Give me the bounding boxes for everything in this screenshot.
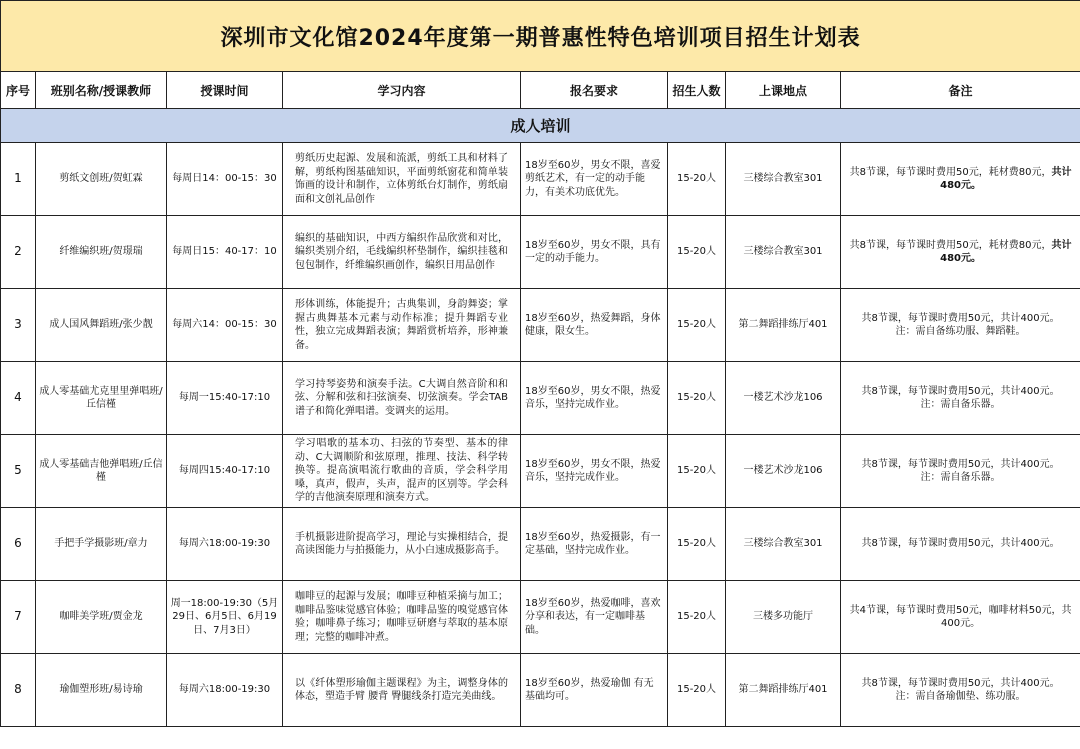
class-place: 三楼综合教室301 bbox=[726, 508, 841, 581]
table-row bbox=[1, 581, 1080, 654]
header-time: 授课时间 bbox=[167, 72, 283, 109]
class-place: 第二舞蹈排练厅401 bbox=[726, 289, 841, 362]
class-time: 每周一15:40-17:10 bbox=[167, 362, 283, 435]
class-note bbox=[841, 362, 1080, 435]
class-content: 剪纸历史起源、发展和流派，剪纸工具和材料了解，剪纸构图基础知识，平面剪纸窗花和简单装饰画的设计和制作，立体剪纸台灯制作，剪纸扇面和文创礼品创作 bbox=[283, 143, 521, 216]
class-content: 学习持琴姿势和演奏手法。C大调自然音阶和和弦、分解和弦和扫弦演奏、切弦演奏。学会TAB谱子和简化弹唱谱。变调夹的运用。 bbox=[283, 362, 521, 435]
class-name: 瑜伽塑形班/易诗瑜 bbox=[36, 654, 167, 727]
class-content: 形体训练，体能提升；古典集训，身韵舞姿；掌握古典舞基本元素与动作标准；提升舞蹈专业性，独立完成舞蹈表演；舞蹈赏析培养，形神兼备。 bbox=[283, 289, 521, 362]
header-row bbox=[1, 72, 1080, 109]
header-no: 序号 bbox=[1, 72, 36, 109]
class-note bbox=[841, 508, 1080, 581]
class-time: 周一18:00-19:30（5月29日、6月5日、6月19日、7月3日） bbox=[167, 581, 283, 654]
note-text: 共8节课，每节课时费用50元，耗材费80元， bbox=[849, 166, 1052, 178]
table-row bbox=[1, 362, 1080, 435]
note-text: 共4节课，每节课时费用50元，咖啡材料50元，共400元。 bbox=[849, 604, 1072, 629]
enroll-count: 15-20人 bbox=[668, 581, 726, 654]
class-note bbox=[841, 289, 1080, 362]
class-name: 成人国风舞蹈班/张少靓 bbox=[36, 289, 167, 362]
enroll-count: 15-20人 bbox=[668, 143, 726, 216]
header-content: 学习内容 bbox=[283, 72, 521, 109]
class-name: 纤维编织班/贺璟瑞 bbox=[36, 216, 167, 289]
class-requirement: 18岁至60岁，男女不限，具有一定的动手能力。 bbox=[521, 216, 668, 289]
class-place: 一楼艺术沙龙106 bbox=[726, 435, 841, 508]
row-number: 5 bbox=[1, 435, 36, 508]
class-time: 每周六14：00-15：30 bbox=[167, 289, 283, 362]
class-place: 三楼综合教室301 bbox=[726, 216, 841, 289]
note-text: 共8节课，每节课时费用50元，共计400元。 bbox=[861, 538, 1060, 550]
class-name: 成人零基础吉他弹唱班/丘信槿 bbox=[36, 435, 167, 508]
table-row bbox=[1, 508, 1080, 581]
class-note bbox=[841, 216, 1080, 289]
row-number: 4 bbox=[1, 362, 36, 435]
class-content: 编织的基础知识，中西方编织作品欣赏和对比，编织类别介绍，毛线编织杯垫制作，编织挂毯和包包制作，纤维编织画创作，编织日用品创作 bbox=[283, 216, 521, 289]
class-place: 第二舞蹈排练厅401 bbox=[726, 654, 841, 727]
note-text: 共8节课，每节课时费用50元，共计400元。 bbox=[861, 385, 1060, 397]
note-extra: 注：需自备瑜伽垫、练功服。 bbox=[895, 691, 1026, 702]
header-requirement: 报名要求 bbox=[521, 72, 668, 109]
enroll-count: 15-20人 bbox=[668, 216, 726, 289]
class-requirement: 18岁至60岁，男女不限，喜爱剪纸艺术，有一定的动手能力，有美术功底优先。 bbox=[521, 143, 668, 216]
class-time: 每周六18:00-19:30 bbox=[167, 508, 283, 581]
class-content: 手机摄影进阶提高学习，理论与实操相结合，提高读图能力与拍摄能力，从小白速成摄影高手。 bbox=[283, 508, 521, 581]
class-requirement: 18岁至60岁，热爱瑜伽 有无基础均可。 bbox=[521, 654, 668, 727]
table-row bbox=[1, 216, 1080, 289]
row-number: 1 bbox=[1, 143, 36, 216]
header-class: 班别名称/授课教师 bbox=[36, 72, 167, 109]
class-time: 每周四15:40-17:10 bbox=[167, 435, 283, 508]
table-row bbox=[1, 289, 1080, 362]
class-content: 学习唱歌的基本功、扫弦的节奏型、基本的律动、C大调顺阶和弦原理，推理、技法、科学转换等。提高演唱流行歌曲的音质，学会科学用嗓，真声，假声，头声，混声的区别等。学会科学的吉他演奏原理和演奏方式。 bbox=[283, 435, 521, 508]
header-count: 招生人数 bbox=[668, 72, 726, 109]
note-extra: 注：需自备练功服、舞蹈鞋。 bbox=[895, 326, 1026, 337]
class-place: 三楼综合教室301 bbox=[726, 143, 841, 216]
enroll-count: 15-20人 bbox=[668, 435, 726, 508]
note-extra: 注：需自备乐器。 bbox=[920, 399, 1001, 410]
class-content: 咖啡豆的起源与发展；咖啡豆种植采摘与加工；咖啡品鉴味觉感官体验；咖啡品鉴的嗅觉感官体验；咖啡鼻子练习；咖啡豆研磨与萃取的基本原理；完整的咖啡冲煮。 bbox=[283, 581, 521, 654]
table-row bbox=[1, 435, 1080, 508]
table-row bbox=[1, 143, 1080, 216]
enroll-count: 15-20人 bbox=[668, 362, 726, 435]
row-number: 7 bbox=[1, 581, 36, 654]
class-requirement: 18岁至60岁，男女不限，热爱音乐，坚持完成作业。 bbox=[521, 435, 668, 508]
header-note: 备注 bbox=[841, 72, 1080, 109]
class-name: 手把手学摄影班/章力 bbox=[36, 508, 167, 581]
class-requirement: 18岁至60岁，热爱舞蹈，身体健康，限女生。 bbox=[521, 289, 668, 362]
enroll-count: 15-20人 bbox=[668, 289, 726, 362]
note-text: 共8节课，每节课时费用50元，共计400元。 bbox=[861, 312, 1060, 324]
enroll-count: 15-20人 bbox=[668, 654, 726, 727]
enroll-count: 15-20人 bbox=[668, 508, 726, 581]
class-requirement: 18岁至60岁，热爱摄影，有一定基础，坚持完成作业。 bbox=[521, 508, 668, 581]
class-note bbox=[841, 654, 1080, 727]
class-requirement: 18岁至60岁，热爱咖啡，喜欢分享和表达，有一定咖啡基础。 bbox=[521, 581, 668, 654]
class-time: 每周日14：00-15：30 bbox=[167, 143, 283, 216]
class-note bbox=[841, 143, 1080, 216]
class-note bbox=[841, 435, 1080, 508]
note-total: 共计480元。 bbox=[940, 239, 1072, 264]
table-row bbox=[1, 654, 1080, 727]
class-content: 以《纤体塑形瑜伽主题课程》为主，调整身体的体态，塑造手臂 腰背 臀腿线条打造完美曲线。 bbox=[283, 654, 521, 727]
note-total: 共计480元。 bbox=[940, 166, 1072, 191]
class-name: 成人零基础尤克里里弹唱班/丘信槿 bbox=[36, 362, 167, 435]
class-name: 咖啡美学班/贾金龙 bbox=[36, 581, 167, 654]
note-text: 共8节课，每节课时费用50元，耗材费80元， bbox=[849, 239, 1052, 251]
row-number: 8 bbox=[1, 654, 36, 727]
class-place: 三楼多功能厅 bbox=[726, 581, 841, 654]
section-title: 成人培训 bbox=[1, 109, 1080, 143]
class-note bbox=[841, 581, 1080, 654]
class-requirement: 18岁至60岁，男女不限，热爱音乐，坚持完成作业。 bbox=[521, 362, 668, 435]
row-number: 6 bbox=[1, 508, 36, 581]
class-name: 剪纸文创班/贺虹霖 bbox=[36, 143, 167, 216]
header-place: 上课地点 bbox=[726, 72, 841, 109]
row-number: 3 bbox=[1, 289, 36, 362]
note-text: 共8节课，每节课时费用50元，共计400元。 bbox=[861, 458, 1060, 470]
note-text: 共8节课，每节课时费用50元，共计400元。 bbox=[861, 677, 1060, 689]
row-number: 2 bbox=[1, 216, 36, 289]
class-time: 每周日15：40-17：10 bbox=[167, 216, 283, 289]
note-extra: 注：需自备乐器。 bbox=[920, 472, 1001, 483]
class-time: 每周六18:00-19:30 bbox=[167, 654, 283, 727]
table-title: 深圳市文化馆2024年度第一期普惠性特色培训项目招生计划表 bbox=[1, 1, 1080, 72]
class-place: 一楼艺术沙龙106 bbox=[726, 362, 841, 435]
